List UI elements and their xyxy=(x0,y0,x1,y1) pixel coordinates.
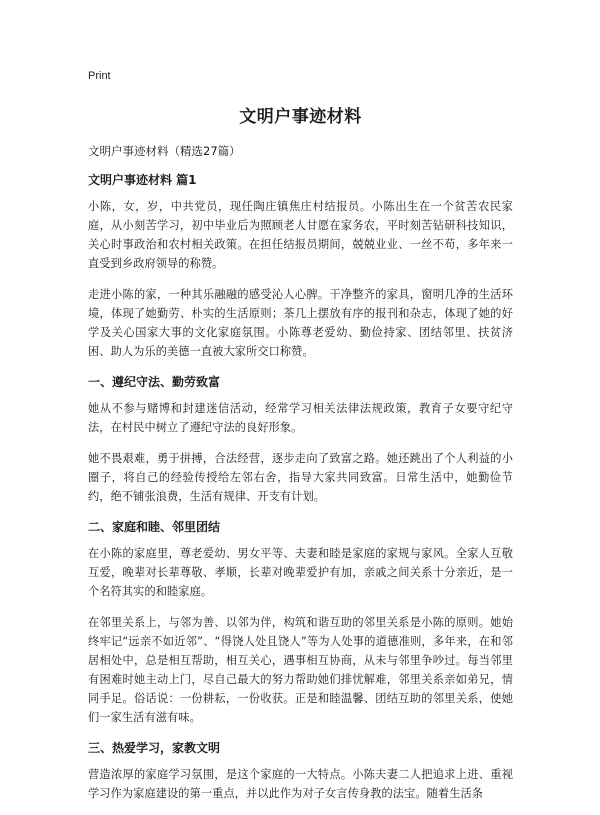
section-heading-2: 二、家庭和睦、邻里团结 xyxy=(88,520,221,534)
section-heading-3: 三、热爱学习，家教文明 xyxy=(88,741,221,755)
intro-paragraph-1: 小陈，女，岁，中共党员，现任陶庄镇焦庄村结报员。小陈出生在一个贫苦农民家庭，从小刻苦学习，初中毕业后为照顾老人甘愿在家务农，平时刻苦钻研科技知识，关心时事政治和农村相关政策。在担任结报员期间，兢兢业业、一丝不苟，多年来一直受到乡政府领导的称赞。 xyxy=(88,200,513,270)
article-heading: 文明户事迹材料 篇1 xyxy=(88,173,197,187)
document-page xyxy=(88,70,513,815)
section-heading-1: 一、遵纪守法、勤劳致富 xyxy=(88,375,221,389)
section-3-paragraph-1: 营造浓厚的家庭学习氛围，是这个家庭的一大特点。小陈夫妻二人把追求上进、重视学习作为家庭建设的第一重点，并以此作为对子女言传身教的法宝。随着生活条 xyxy=(88,768,513,800)
section-1-paragraph-1: 她从不参与赌博和封建迷信活动，经常学习相关法律法规政策，教育子女要守纪守法，在村民中树立了遵纪守法的良好形象。 xyxy=(88,402,513,434)
document-title: 文明户事迹材料 xyxy=(239,107,362,127)
section-1-paragraph-2: 她不畏艰难，勇于拼搏，合法经营，逐步走向了致富之路。她还跳出了个人利益的小圈子，将自己的经验传授给左邻右舍，指导大家共同致富。日常生活中，她勤俭节约，绝不铺张浪费，生活有规律、开支有计划。 xyxy=(88,452,513,503)
section-2-paragraph-1: 在小陈的家庭里，尊老爱幼、男女平等、夫妻和睦是家庭的家规与家风。全家人互敬互爱，晚辈对长辈尊敬、孝顺，长辈对晚辈爱护有加，亲戚之间关系十分亲近，是一个名符其实的和睦家庭。 xyxy=(88,547,513,598)
section-2-paragraph-2: 在邻里关系上，与邻为善、以邻为伴，构筑和谐互助的邻里关系是小陈的原则。她始终牢记“远亲不如近邻”、“得饶人处且饶人”等为人处事的道德准则，多年来，在和邻居相处中，总是相互帮助，相互关心，遇事相互协商，从未与邻里争吵过。每当邻里有困难时她主动上门，尽自己最大的努力帮助她们排忧解难，邻里关系亲如弟兄，情同手足。俗话说：一份耕耘，一份收获。正是和睦温馨、团结互助的邻里关系，使她们一家生活有滋有味。 xyxy=(88,616,513,724)
document-subtitle: 文明户事迹材料（精选27篇） xyxy=(88,144,241,158)
print-link[interactable]: Print xyxy=(88,70,111,82)
intro-paragraph-2: 走进小陈的家，一种其乐融融的感受沁人心脾。干净整齐的家具，窗明几净的生活环境，体现了她勤劳、朴实的生活原则；茶几上摆放有序的报刊和杂志，体现了她的好学及关心国家大事的文化家庭氛围。小陈尊老爱幼、勤俭持家、团结邻里、扶贫济困、助人为乐的美德一直被大家所交口称赞。 xyxy=(88,288,513,358)
